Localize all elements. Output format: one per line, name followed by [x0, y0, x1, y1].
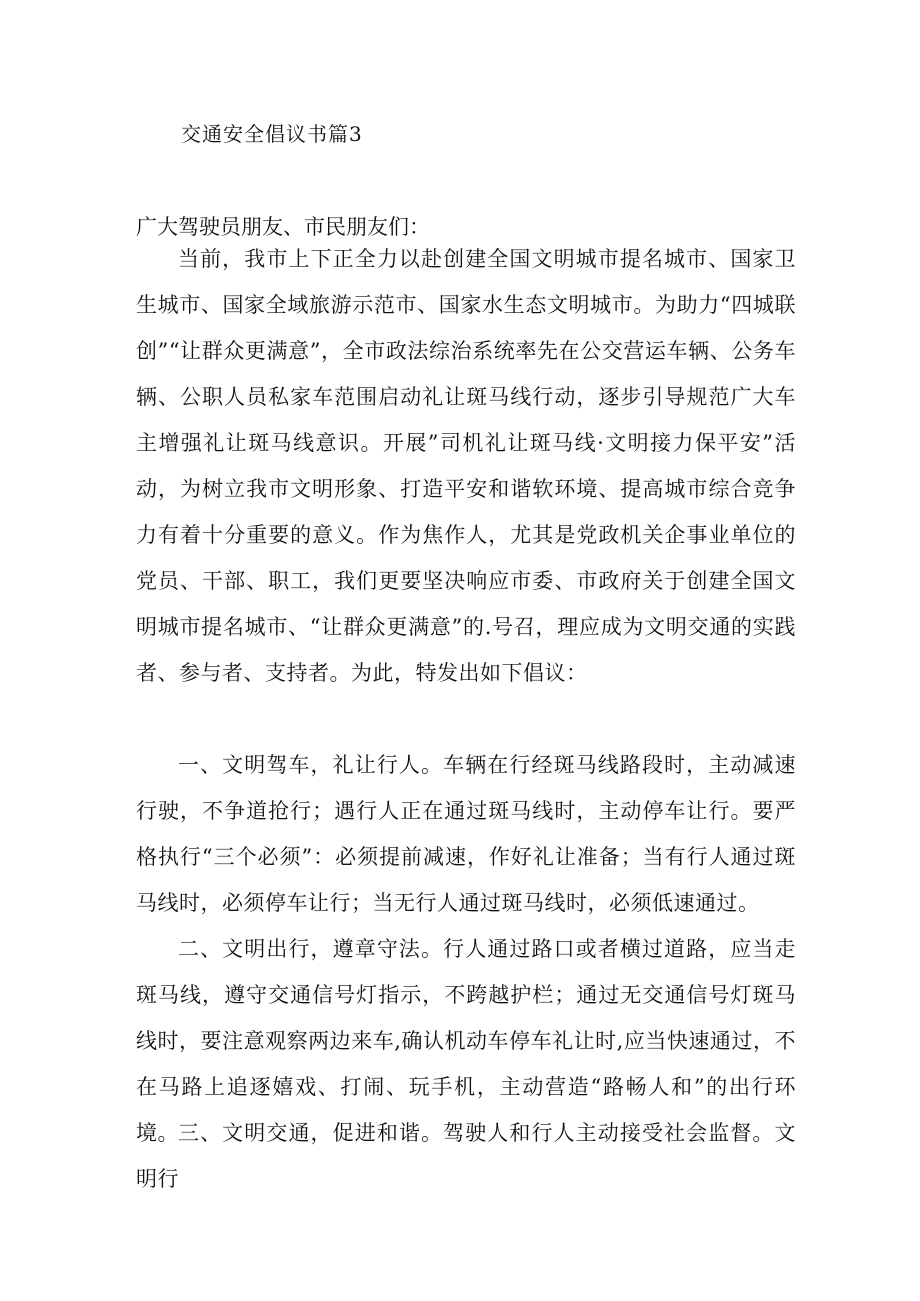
paragraph-intro: 当前，我市上下正全力以赴创建全国文明城市提名城市、国家卫生城市、国家全域旅游示范市、国家水生态文明城市。为助力“四城联创”“让群众更满意”，全市政法综治系统率先在公交营运车辆、公务车辆、公职人员私家车范围启动礼让斑马线行动，逐步引导规范广大车主增强礼让斑马线意识。开展”司机礼让斑马线·文明接力保平安”活动，为树立我市文明形象、打造平安和谐软环境、提高城市综合竞争力有着十分重要的意义。作为焦作人，尤其是党政机关企事业单位的党员、干部、职工，我们更要坚决响应市委、市政府关于创建全国文明城市提名城市、“让群众更满意”的.号召，理应成为文明交通的实践者、参与者、支持者。为此，特发出如下倡议： — [136, 247, 796, 685]
paragraph-item-3: 三、文明交通，促进和谐。驾驶人和行人主动接受社会监督。文明行 — [136, 1121, 796, 1191]
paragraph-item-1: 一、文明驾车，礼让行人。车辆在行经斑马线路段时，主动减速行驶，不争道抢行；遇行人正在通过斑马线时，主动停车让行。要严格执行“三个必须”：必须提前减速，作好礼让准备；当有行人通过斑马线时，必须停车让行；当无行人通过斑马线时，必须低速通过。 — [136, 753, 796, 915]
salutation: 广大驾驶员朋友、市民朋友们： — [136, 215, 430, 239]
document-title: 交通安全倡议书篇3 — [181, 122, 363, 146]
paragraph-item-2: 二、文明出行，遵章守法。行人通过路口或者横过道路，应当走斑马线，遵守交通信号灯指示，不跨越护栏；通过无交通信号灯斑马线时，要注意观察两边来车,确认机动车停车礼让时,应当快速通过，不在马路上追逐嬉戏、打闹、玩手机，主动营造“路畅人和”的出行环境。 — [136, 937, 796, 1145]
